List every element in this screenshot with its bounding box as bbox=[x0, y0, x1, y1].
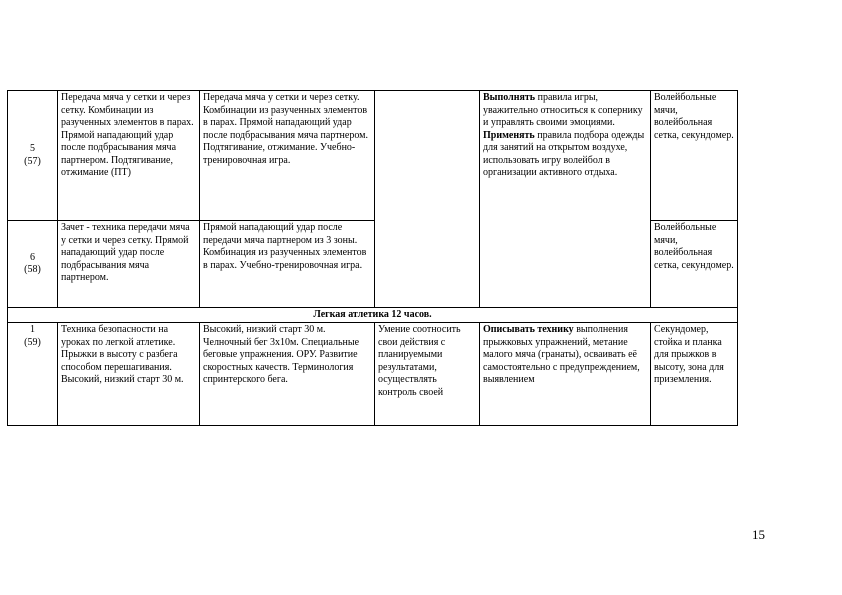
equipment-cell: Секундомер, стойка и планка для прыжков в высоту, зона для приземления. bbox=[651, 323, 738, 426]
section-title: Легкая атлетика 12 часов. bbox=[8, 308, 738, 323]
activity-verb: Описывать технику bbox=[483, 324, 574, 335]
equipment-cell: Волейбольные мячи, волейбольная сетка, секундомер. bbox=[651, 91, 738, 221]
table-row bbox=[8, 91, 738, 221]
content-cell: Передача мяча у сетки и через сетку. Комбинации из разученных элементов в парах. Прямой нападающий удар после подбрасывания мяча партнером. Подтягивание, отжимание. Учебно-тренировочная игра. bbox=[200, 91, 375, 221]
lesson-index: (59) bbox=[24, 336, 41, 348]
topic-cell: Зачет - техника передачи мяча у сетки и через сетку. Прямой нападающий удар после подбрасывания мяча партнером. bbox=[58, 221, 200, 308]
lesson-index: (58) bbox=[24, 264, 41, 275]
content-cell: Прямой нападающий удар после передачи мяча партнером из 3 зоны. Комбинация из разученных элементов в парах. Учебно-тренировочная игра. bbox=[200, 221, 375, 308]
lesson-number-cell bbox=[8, 323, 58, 426]
personal-results-cell bbox=[375, 91, 480, 308]
section-row bbox=[8, 308, 738, 323]
topic-cell: Передача мяча у сетки и через сетку. Комбинации из разученных элементов в парах. Прямой нападающий удар после подбрасывания мяча партнером. Подтягивание, отжимание (ПТ) bbox=[58, 91, 200, 221]
page-number: 15 bbox=[752, 527, 765, 542]
activity-text: выполнения прыжковых упражнений, метание малого мяча (гранаты), осваивать её самостоятельно с предупреждением, выявлением bbox=[483, 324, 640, 385]
activity-text-2: правила подбора одежды для занятий на открытом воздухе, использовать игру волейбол в организации активного отдыха. bbox=[483, 129, 645, 178]
activity-verb: Выполнять bbox=[483, 92, 536, 103]
activity-text: правила игры, уважительно относиться к сопернику и управлять своими эмоциями. bbox=[483, 92, 643, 128]
content-cell: Высокий, низкий старт 30 м. Челночный бег 3х10м. Специальные беговые упражнения. ОРУ. Развитие скоростных качеств. Терминология спринтерского бега. bbox=[200, 323, 375, 426]
activity-cell bbox=[480, 323, 651, 426]
lesson-index: (57) bbox=[24, 155, 41, 167]
lesson-number-cell bbox=[8, 91, 58, 221]
lesson-number-cell bbox=[8, 221, 58, 308]
lesson-number: 1 bbox=[30, 324, 35, 335]
lesson-plan-table bbox=[7, 90, 738, 426]
activity-verb-2: Применять bbox=[483, 129, 535, 141]
lesson-number: 6 bbox=[30, 251, 35, 263]
table-row bbox=[8, 323, 738, 426]
lesson-number: 5 bbox=[30, 143, 35, 154]
activity-cell bbox=[480, 91, 651, 308]
topic-cell: Техника безопасности на уроках по легкой атлетике. Прыжки в высоту с разбега способом перешагивания. Высокий, низкий старт 30 м. bbox=[58, 323, 200, 426]
personal-results-cell: Умение соотносить свои действия с планируемыми результатами, осуществлять контроль своей bbox=[375, 323, 480, 426]
equipment-cell: Волейбольные мячи, волейбольная сетка, секундомер. bbox=[651, 221, 738, 308]
